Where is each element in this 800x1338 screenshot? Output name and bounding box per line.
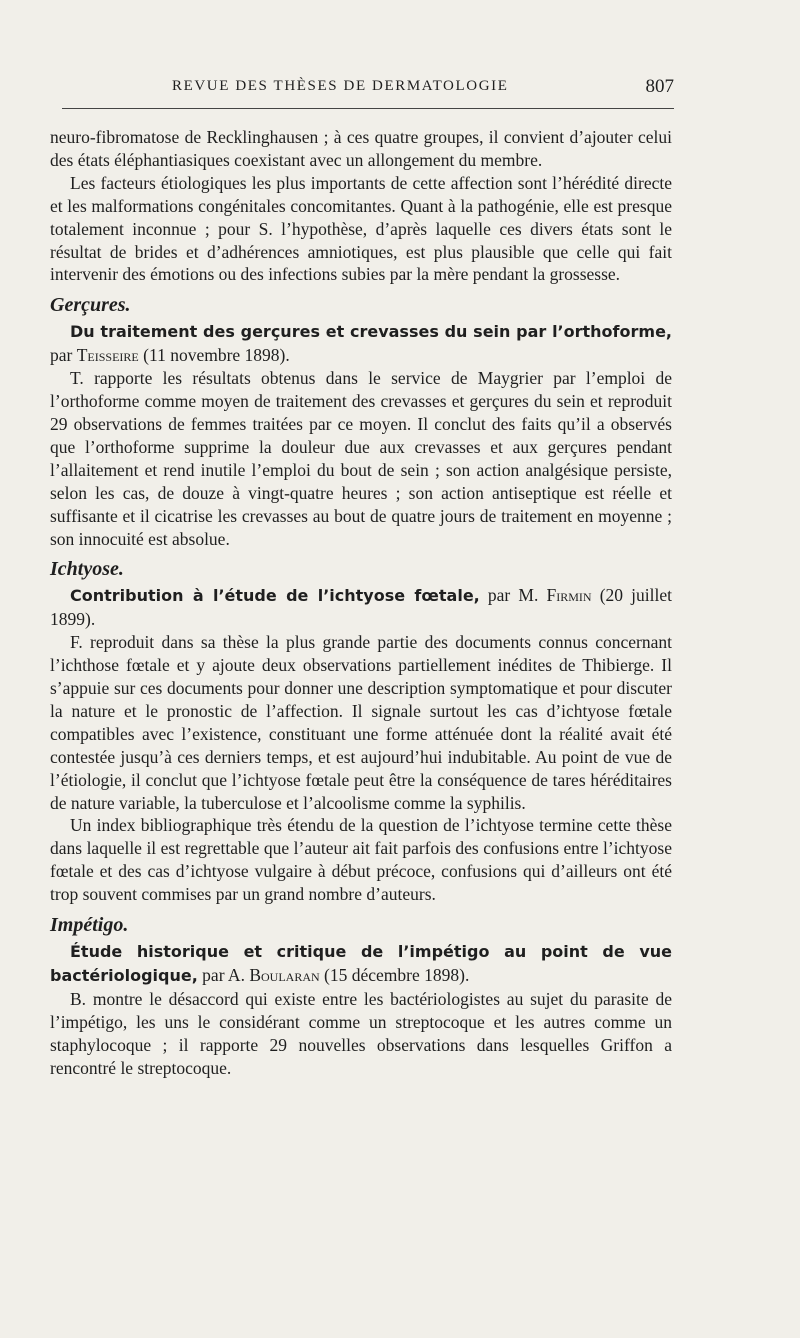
page-header: [62, 76, 674, 100]
article-title: Étude historique et critique de l’impétigo au point de vue bactériologique,: [50, 942, 672, 985]
section-gercures: [50, 292, 672, 550]
page-number: 807: [645, 76, 674, 97]
section-impetigo: [50, 912, 672, 1079]
header-rule: [62, 108, 674, 109]
article-title: Du traitement des gerçures et crevasses du sein par l’orthoforme,: [70, 322, 672, 342]
article-by: par M.: [479, 585, 547, 606]
page-body: [50, 126, 672, 1080]
article-title: Contribution à l’étude de l’ichtyose fœtale,: [70, 586, 480, 606]
section-heading: Gerçures.: [50, 294, 131, 317]
section-paragraph: F. reproduit dans sa thèse la plus grande partie des documents connus concernant l’ichthose fœtale et y ajoute deux observations partiellement inédites de Thibierge. Il s’appuie sur ces documents pour donner une description symptomatique et pour discuter la nature et le pronostic de l’affection. Il signale surtout les cas d’ichtyose fœtale compatibles avec l’existence, constituant une forme atténuée dont la réalité avait été contestée jusqu’à ces derniers temps, et est aujourd’hui indubitable. Au point de vue de l’étiologie, il conclut que l’ichtyose fœtale peut être la conséquence de tares héréditaires de nature variable, la tuberculose et l’alcoolisme comme la syphilis.: [50, 632, 672, 813]
intro-paragraph: Les facteurs étiologiques les plus importants de cette affection sont l’hérédité directe et les malformations congénitales concomitantes. Quant à la pathogénie, elle est presque totalement inconnue ; pour S. l’hypothèse, d’après laquelle ces divers états sont le résultat de brides et d’adhérences amniotiques, est plus plausible que celle qui fait intervenir des émotions ou des infections subies par la mère pendant la grossesse.: [50, 172, 672, 285]
article-author: Firmin: [546, 585, 592, 606]
article-date: (15 décembre 1898).: [319, 965, 470, 985]
section-heading: Impétigo.: [50, 914, 129, 937]
section-paragraph: T. rapporte les résultats obtenus dans le service de Maygrier par l’emploi de l’orthoforme comme moyen de traitement des crevasses et gerçures du sein et reproduit 29 observations de femmes traitées par ce moyen. Il conclut des faits qu’il a observés que l’orthoforme supprime la douleur due aux crevasses et aux gerçures pendant l’allaitement et rend inutile l’emploi du bout de sein ; son action analgésique persiste, selon les cas, de douze à vingt-quatre heures ; son action antiseptique est réelle et suffisante et il cicatrise les crevasses au bout de quatre jours de traitement en moyenne ; son innocuité est absolue.: [50, 368, 672, 549]
article-entry: [50, 940, 672, 988]
article-entry: [50, 320, 672, 367]
intro-paragraph: neuro-fibromatose de Recklinghausen ; à ces quatre groupes, il convient d’ajouter celui des états éléphantiasiques coexistant avec un allongement du membre.: [50, 127, 672, 170]
article-date: (11 novembre 1898).: [138, 345, 290, 366]
article-author: Teisseire: [76, 345, 139, 366]
running-title: REVUE DES THÈSES DE DERMATOLOGIE: [172, 78, 509, 94]
section-heading: Ichtyose.: [50, 558, 124, 581]
article-by: par: [50, 345, 77, 366]
section-ichtyose: [50, 556, 672, 906]
article-author: Boularan: [249, 965, 320, 985]
article-by: par A.: [197, 965, 250, 985]
article-date: (20 juillet 1899).: [50, 585, 673, 630]
section-paragraph: Un index bibliographique très étendu de la question de l’ichtyose termine cette thèse dans laquelle il est regrettable que l’auteur ait fait parfois des confusions entre l’ichtyose fœtale et des cas d’ichtyose vulgaire à début précoce, confusions qui d’ailleurs ont été trop souvent commises par un grand nombre d’auteurs.: [50, 815, 672, 905]
section-paragraph: B. montre le désaccord qui existe entre les bactériologistes au sujet du parasite de l’impétigo, les uns le considérant comme un streptocoque et les autres comme un staphylocoque ; il rapporte 29 nouvelles observations dans lesquelles Griffon a rencontré le streptocoque.: [50, 988, 672, 1078]
article-entry: [50, 584, 672, 631]
